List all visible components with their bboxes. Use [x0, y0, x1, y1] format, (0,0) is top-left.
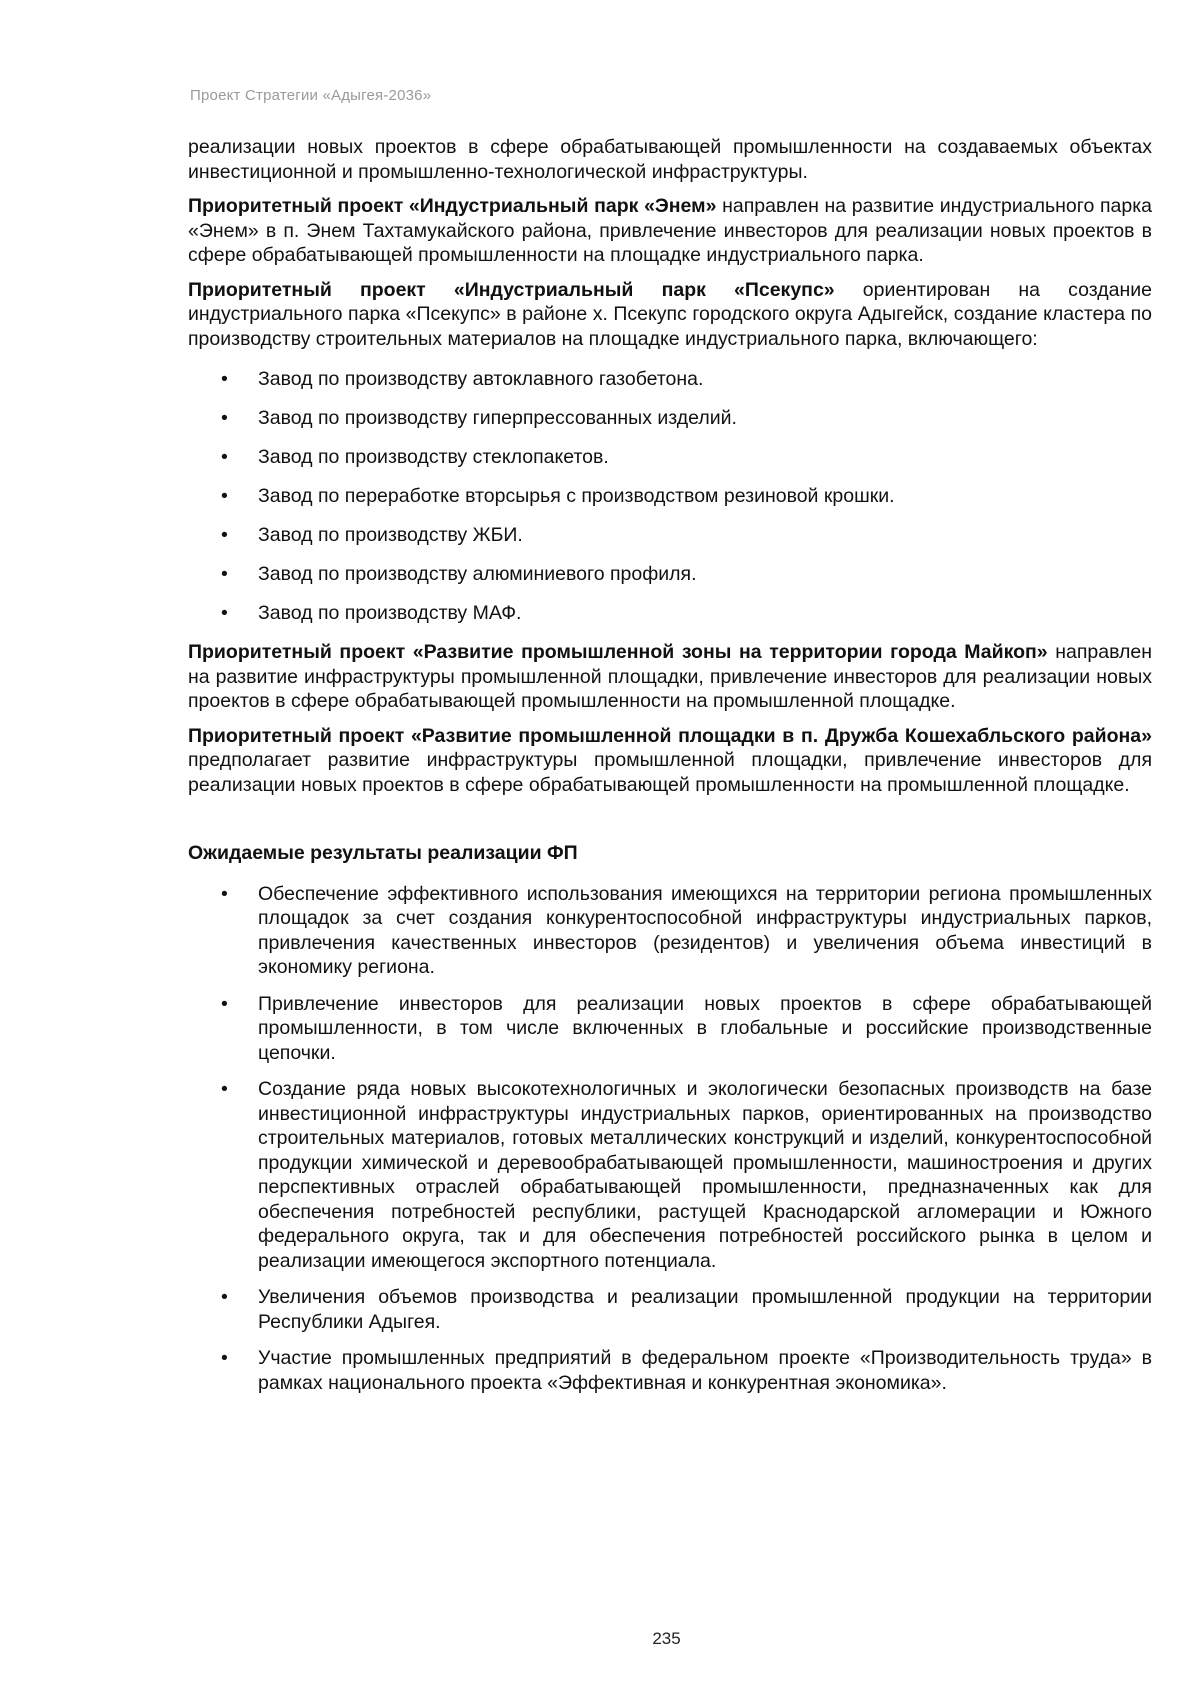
project-title-psekups: Приоритетный проект «Индустриальный парк «Псекупс»	[188, 278, 835, 301]
list-item-text: Завод по переработке вторсырья с производством резиновой крошки.	[258, 485, 895, 507]
bullet-icon: •	[221, 1286, 228, 1308]
project-body-psekups: ориентирован на создание индустриального парка «Псекупс» в районе х. Псекупс городского округа Адыгейск, создание кластера по производству строительных материалов на площадке индустриального парка, включающего:	[188, 278, 1152, 350]
document-body	[188, 135, 1152, 1407]
page-number: 235	[652, 1629, 681, 1648]
list-item-text: Завод по производству ЖБИ.	[258, 524, 523, 546]
list-item-text: Завод по производству МАФ.	[258, 602, 522, 624]
bullet-icon: •	[221, 407, 228, 429]
paragraph-maikop-zone	[188, 640, 1152, 714]
list-item-text: Обеспечение эффективного использования имеющихся на территории региона промышленных площадок за счет создания конкурентоспособной инфраструктуры индустриальных парков, привлечения качественных инвесторов (резидентов) и увеличения объема инвестиций в экономику региона.	[258, 882, 1152, 978]
list-item-text: Привлечение инвесторов для реализации новых проектов в сфере обрабатывающей промышленности, в том числе включенных в глобальные и российские производственные цепочки.	[258, 992, 1152, 1064]
list-item-text: Увеличения объемов производства и реализации промышленной продукции на территории Республики Адыгея.	[258, 1286, 1152, 1333]
list-item-text: Участие промышленных предприятий в федеральном проекте «Производительность труда» в рамках национального проекта «Эффективная и конкурентная экономика».	[258, 1347, 1152, 1394]
paragraph-druzhba-site	[188, 724, 1152, 798]
list-item	[188, 484, 1152, 509]
list-item-text: Завод по производству алюминиевого профиля.	[258, 563, 697, 585]
list-item	[188, 1077, 1152, 1273]
list-item	[188, 882, 1152, 980]
list-item-text: Завод по производству гиперпрессованных изделий.	[258, 407, 737, 429]
list-item	[188, 562, 1152, 587]
bullet-icon: •	[221, 992, 228, 1015]
bullet-icon: •	[221, 563, 228, 585]
list-item	[188, 367, 1152, 392]
project-title-druzhba: Приоритетный проект «Развитие промышленной площадки в п. Дружба Кошехабльского района»	[188, 724, 1152, 747]
bullet-icon: •	[221, 1347, 228, 1369]
bullet-icon: •	[221, 524, 228, 546]
section-heading-results: Ожидаемые результаты реализации ФП	[188, 842, 578, 864]
project-body-druzhba: предполагает развитие инфраструктуры промышленной площадки, привлечение инвесторов для реализации новых проектов в сфере обрабатывающей промышленности на промышленной площадке.	[188, 749, 1152, 796]
bullet-icon: •	[221, 446, 228, 468]
list-item	[188, 406, 1152, 431]
project-body-enem: направлен на развитие индустриального парка «Энем» в п. Энем Тахтамукайского района, привлечение инвесторов для реализации новых проектов в сфере обрабатывающей промышленности на площадке индустриального парка.	[188, 195, 1152, 266]
list-item	[188, 601, 1152, 626]
bullet-icon: •	[221, 602, 228, 624]
list-item	[188, 1285, 1152, 1334]
list-item-text: Создание ряда новых высокотехнологичных и экологически безопасных производств на базе инвестиционной инфраструктуры индустриальных парков, ориентированных на производство строительных материалов, готовых металлических конструкций и изделий, конкурентоспособной продукции химической и деревообрабатывающей промышленности, машиностроения и других перспективных отраслей обрабатывающей промышленности, предназначенных как для обеспечения потребностей республики, растущей Краснодарской агломерации и Южного федерального округа, так и для обеспечения потребностей российского рынка в целом и реализации имеющегося экспортного потенциала.	[258, 1078, 1152, 1272]
bullet-icon: •	[221, 485, 228, 507]
paragraph-continuation: реализации новых проектов в сфере обрабатывающей промышленности на создаваемых объектах инвестиционной и промышленно-технологической инфраструктуры.	[188, 136, 1152, 183]
project-body-maikop: направлен на развитие инфраструктуры промышленной площадки, привлечение инвесторов для реализации новых проектов в сфере обрабатывающей промышленности на промышленной площадке.	[188, 641, 1152, 712]
list-item	[188, 992, 1152, 1066]
paragraph-enem-park	[188, 194, 1152, 268]
running-header: Проект Стратегии «Адыгея-2036»	[190, 87, 432, 104]
bullet-icon: •	[221, 1078, 228, 1100]
list-item	[188, 523, 1152, 548]
project-title-maikop: Приоритетный проект «Развитие промышленной зоны на территории города Майкоп»	[188, 641, 1048, 663]
project-title-enem: Приоритетный проект «Индустриальный парк «Энем»	[188, 195, 717, 217]
results-list	[188, 882, 1152, 1396]
list-item	[188, 445, 1152, 470]
list-item-text: Завод по производству стеклопакетов.	[258, 446, 609, 468]
paragraph-psekups-park	[188, 278, 1152, 352]
list-item	[188, 1346, 1152, 1395]
facilities-list	[188, 367, 1152, 626]
bullet-icon: •	[221, 368, 228, 390]
list-item-text: Завод по производству автоклавного газобетона.	[258, 368, 704, 390]
bullet-icon: •	[221, 882, 228, 905]
